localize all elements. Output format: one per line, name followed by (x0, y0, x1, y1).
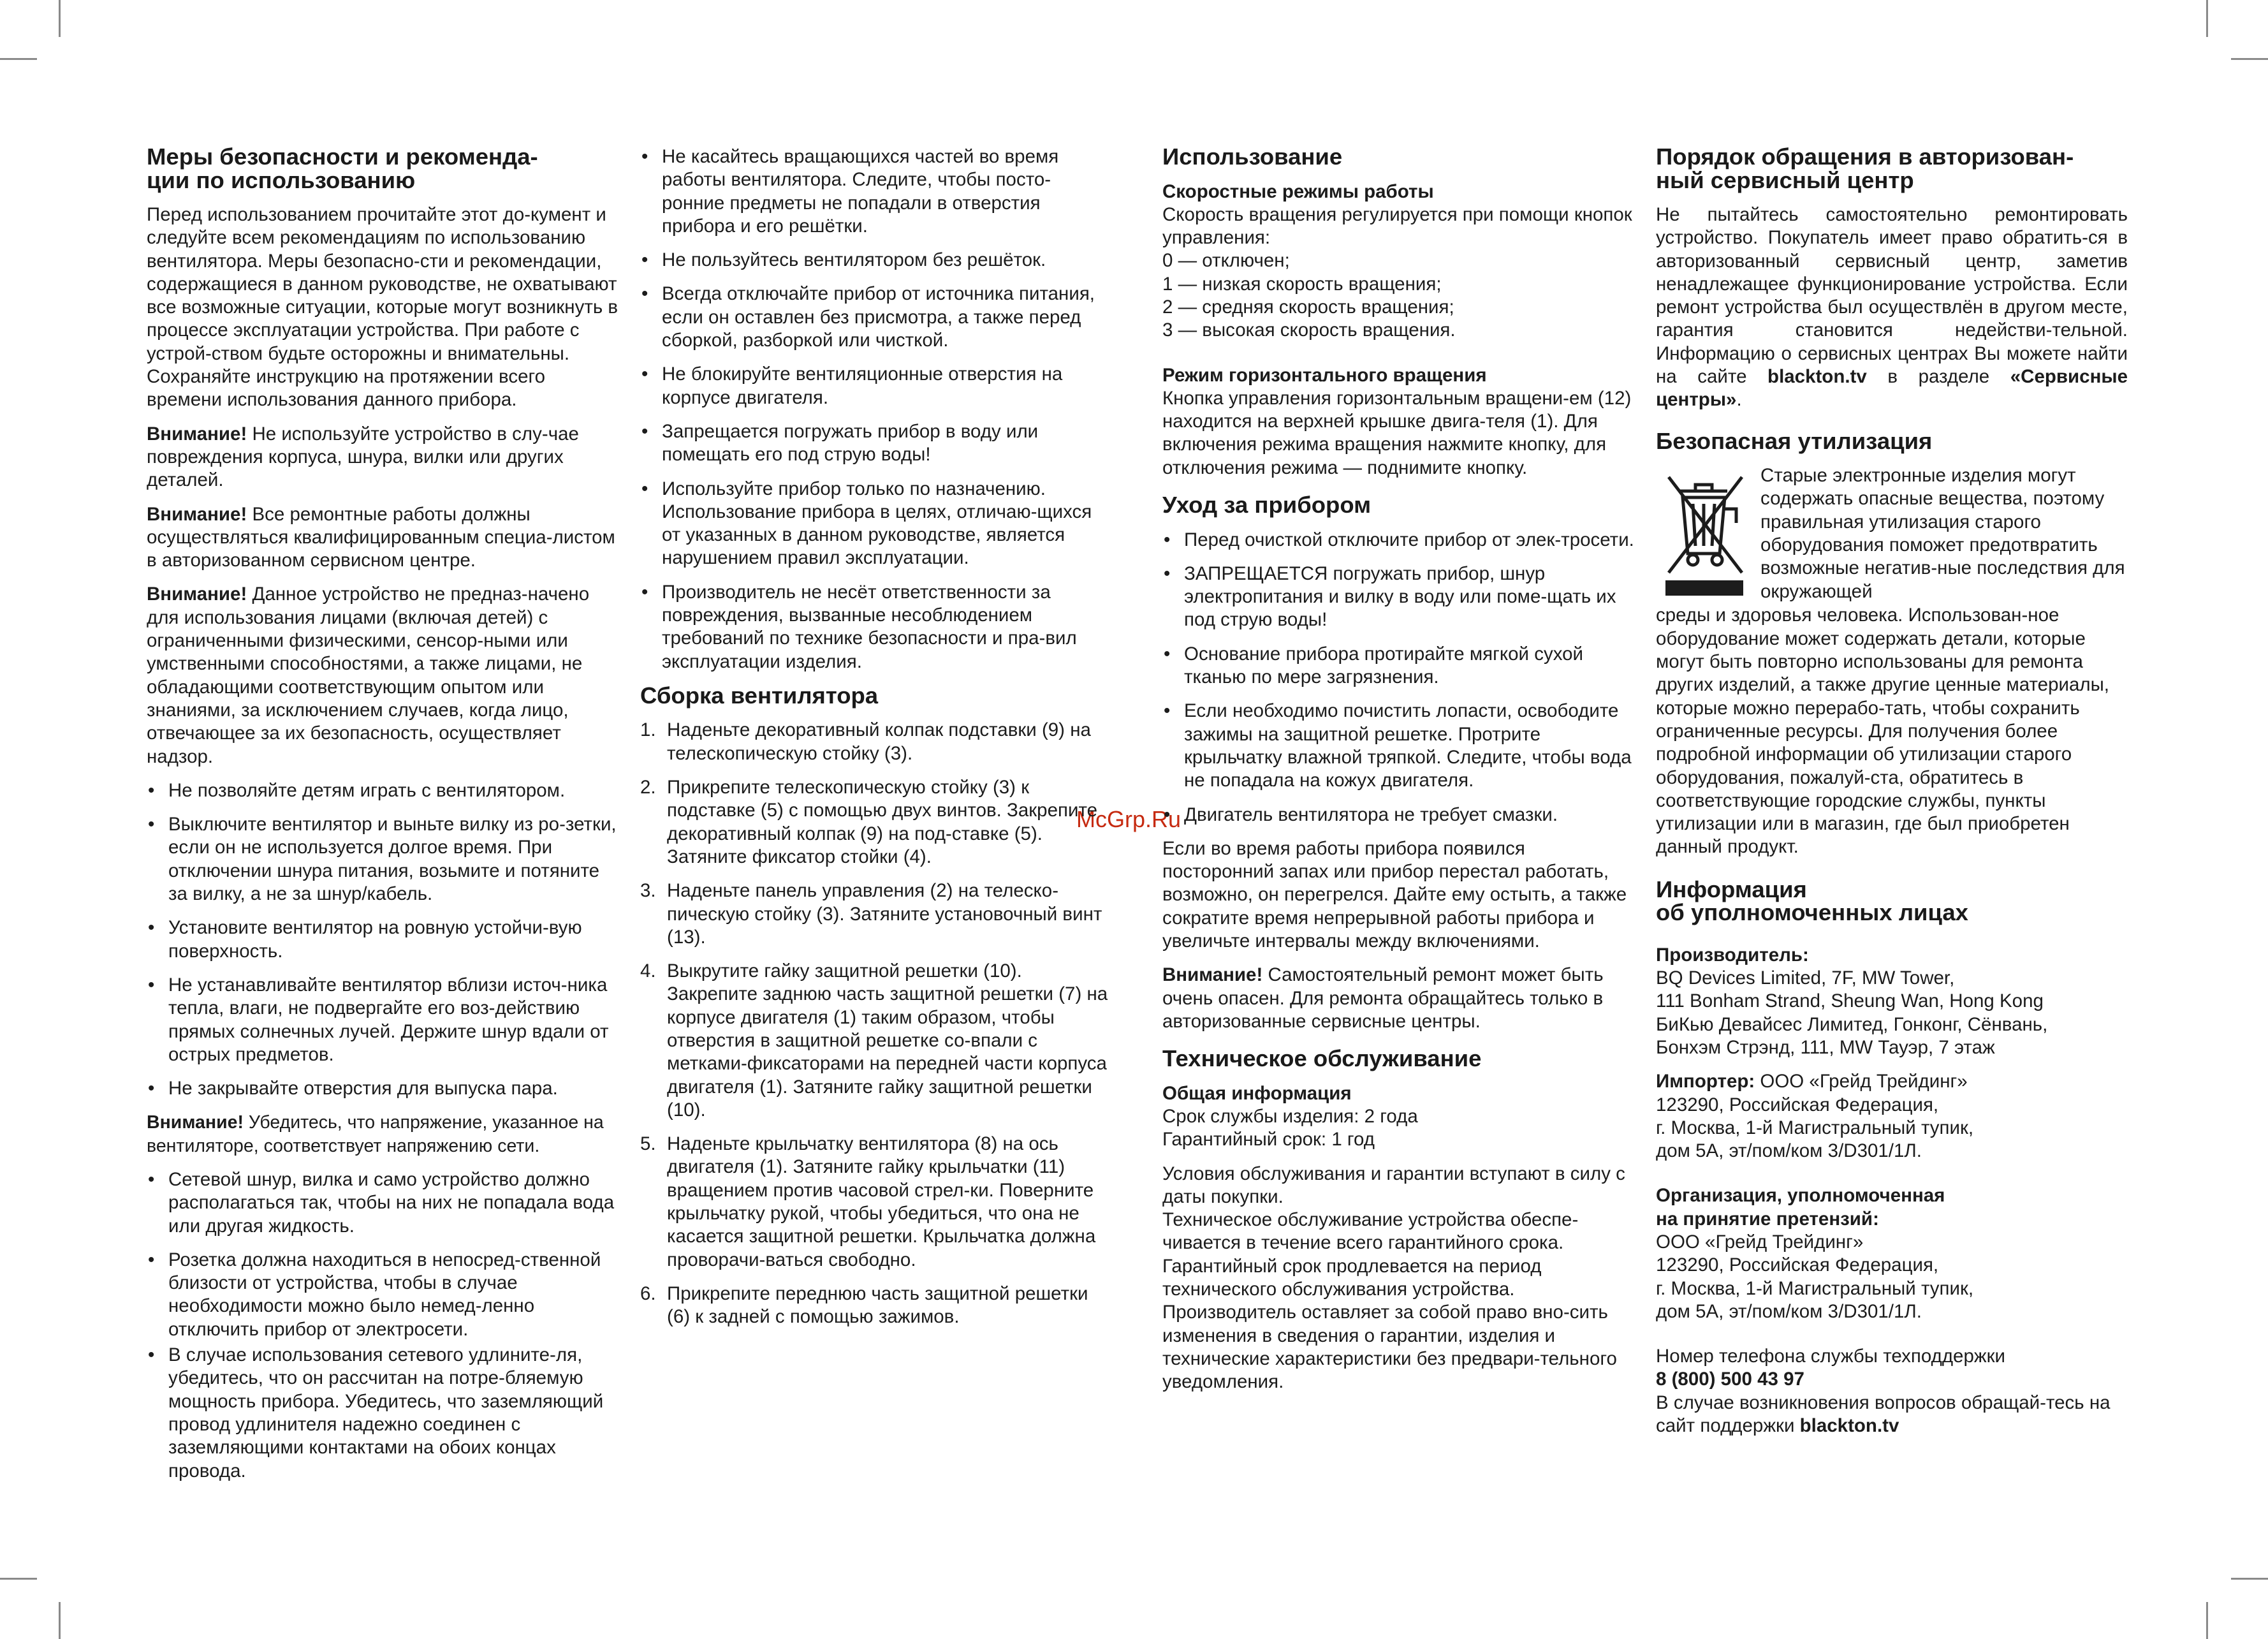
list-item: • Розетка должна находиться в непосред-ственной близости от устройства, чтобы в случае необходимости можно было немед-ленно отключить прибор от электросети. (147, 1249, 618, 1341)
list-item: • Производитель не несёт ответственности за повреждения, вызванные несоблюдением требований по технике безопасности и пра-вил эксплуатации изделия. (640, 581, 1112, 673)
rotation-text: Кнопка управления горизонтальным вращени-ем (12) находится на верхней крышке двига-теля (1). Для включения режима вращения нажмите кнопку, для отключения режима — поднимите кнопку. (1162, 387, 1632, 478)
assembly-step (640, 1283, 1112, 1329)
list-item: • Используйте прибор только по назначению. Использование прибора в целях, отличаю-щихся от указанных в данном руководстве, является нарушением правил эксплуатации. (640, 478, 1112, 570)
list-item: • Всегда отключайте прибор от источника питания, если он оставлен без присмотра, а также перед сборкой, разборкой или чисткой. (640, 283, 1112, 352)
maker-label: Производитель: (1656, 944, 1809, 966)
safety-list-a (147, 779, 618, 1101)
speed-line: Скорость вращения регулируется при помощи кнопок управления: (1162, 203, 1632, 249)
step-text: Наденьте панель управления (2) на телеско-пическую стойку (3). Затяните установочный винт (13). (667, 880, 1102, 948)
importer-line: 123290, Российская Федерация, (1656, 1094, 1939, 1115)
org-line: г. Москва, 1-й Магистральный тупик, (1656, 1277, 1974, 1299)
support-text-body: В случае возникновения вопросов обращай-тесь на сайт поддержки (1656, 1392, 2111, 1437)
step-number: 2. (640, 777, 656, 798)
list-item: • Не позволяйте детям играть с вентилятором. (147, 779, 618, 802)
column-assembly (640, 145, 1112, 1340)
safety-intro: Перед использованием прочитайте этот до-кумент и следуйте всем рекомендациям по использованию вентилятора. Меры безопасно-сти и рекомендации, содержащиеся в данном руководстве, не охватывают все возможные ситуации, которые могут возникнуть в процессе эксплуатации устройства. При работе с устрой-ством будьте осторожны и внимательны. Сохраняйте инструкцию на протяжении всего времени использования данного прибора. (147, 204, 618, 411)
column-safety (147, 145, 618, 1494)
maker-line: BQ Devices Limited, 7F, MW Tower, (1656, 967, 1955, 989)
step-number: 3. (640, 880, 656, 902)
step-number: 4. (640, 960, 656, 982)
assembly-step (640, 719, 1112, 765)
crop-mark-top-right (2206, 0, 2208, 37)
maker-line: Бонхэм Стрэнд, 111, MW Тауэр, 7 этаж (1656, 1036, 1995, 1058)
maker-line: БиКью Девайсес Лимитед, Гонконг, Сёнвань, (1656, 1013, 2048, 1035)
care-title: Уход за прибором (1162, 492, 1372, 518)
step-text: Выкрутите гайку защитной решетки (10). Закрепите заднюю часть защитной решетки (7) на корпусе двигателя (1) таким образом, чтобы отверстия в защитной решетке со-впали с метками-фиксаторами на передней части корпуса двигателя (1). Затяните гайку защитной решетки (10). (667, 960, 1108, 1121)
assembly-step (640, 879, 1112, 949)
importer-line: г. Москва, 1-й Магистральный тупик, (1656, 1117, 1974, 1138)
list-item: • Не устанавливайте вентилятор вблизи источ-ника тепла, влаги, не подвергайте его воз-действию прямых солнечных лучей. Держите шнур вдали от острых предметов. (147, 974, 618, 1066)
conditions-text: Условия обслуживания и гарантии вступают в силу с даты покупки. (1162, 1163, 1625, 1207)
assembly-step (640, 776, 1112, 869)
step-number: 6. (640, 1283, 656, 1304)
auth-service-text (1656, 203, 2128, 412)
list-item: • Если необходимо почистить лопасти, освободите зажимы на защитной решетке. Протрите крыльчатку влажной тряпкой. Следите, чтобы вода не попадала на кожух двигателя. (1162, 700, 1634, 792)
crop-mark-bottom-left (59, 1602, 61, 1639)
auth-text-mid: в разделе (1866, 366, 2010, 388)
speed-line: 2 — средняя скорость вращения; (1162, 296, 1454, 318)
speed-line: 3 — высокая скорость вращения. (1162, 320, 1456, 341)
org-label: на принятие претензий: (1656, 1208, 1879, 1230)
assembly-title: Сборка вентилятора (640, 682, 879, 709)
warning-damage (147, 423, 618, 492)
importer-label: Импортер: (1656, 1071, 1755, 1092)
warning-voltage (147, 1111, 618, 1158)
warning-label: Внимание! (147, 1112, 244, 1133)
org-line: 123290, Российская Федерация, (1656, 1254, 1939, 1276)
warning-text: Убедитесь, что напряжение, указанное на вентиляторе, соответствует напряжению сети. (147, 1112, 604, 1156)
crop-mark-left-top (0, 58, 37, 60)
auth-text-end: . (1736, 389, 1742, 411)
warning-label: Внимание! (1162, 964, 1263, 986)
list-item: • В случае использования сетевого удлините-ля, убедитесь, что он рассчитан на потре-бляемую мощность прибора. Убедитесь, что заземляющий провод удлинителя надежно соединен с заземляющими контактами на обоих концах провода. (147, 1344, 618, 1483)
speed-subtitle: Скоростные режимы работы (1162, 180, 1434, 202)
step-number: 1. (640, 719, 656, 741)
safety-title: Меры безопасности и рекоменда- ции по использованию (147, 143, 538, 193)
org-label: Организация, уполномоченная (1656, 1185, 1945, 1207)
list-item: • Установите вентилятор на ровную устойчи-вую поверхность. (147, 916, 618, 963)
importer (1656, 1070, 2128, 1093)
maker-line: 111 Bonham Strand, Sheung Wan, Hong Kong (1656, 990, 2044, 1012)
step-text: Наденьте декоративный колпак подставки (9) на телескопическую стойку (3). (667, 719, 1091, 764)
list-item: • Запрещается погружать прибор в воду или помещать его под струю воды! (640, 420, 1112, 467)
column-service (1656, 145, 2128, 1437)
info-title: Информация об уполномоченных лицах (1656, 876, 1968, 926)
tech-service-text: Техническое обслуживание устройства обеспе-чивается в течение всего гарантийного срока. Гарантийный срок продлевается на период технического обслуживания устройства. Производитель оставляет за собой право вно-сить изменения в сведения о гарантии, изделия и технические характеристики без предвари-тельного уведомления. (1162, 1209, 1617, 1393)
list-item: • Сетевой шнур, вилка и само устройство должно располагаться так, чтобы на них не попадала вода или другая жидкость. (147, 1168, 618, 1238)
disposal-side-text: Старые электронные изделия могут содержать опасные вещества, поэтому правильная утилизация старого оборудования поможет предотвратить возможные негатив-ные последствия для окружающей (1760, 465, 2125, 602)
warning-label: Внимание! (147, 503, 247, 525)
list-item: • Не закрывайте отверстия для выпуска пара. (147, 1077, 618, 1100)
list-item: • Перед очисткой отключите прибор от элек-тросети. (1162, 529, 1634, 552)
care-list (1162, 529, 1634, 827)
usage-title: Использование (1162, 143, 1343, 170)
auth-text: Не пытайтесь самостоятельно ремонтировать устройство. Покупатель имеет право обратить-ся в авторизованный сервисный центр, заметив ненадлежащее функционирование устройства. Если ремонт устройства был осуществлён в другом месте, гарантия становится недействи-тельной. Информацию о сервисных центрах Вы можете найти на сайте (1656, 204, 2128, 388)
warranty-period: Гарантийный срок: 1 год (1162, 1129, 1375, 1150)
assembly-steps (640, 719, 1112, 1328)
service-life: Срок службы изделия: 2 года (1162, 1106, 1418, 1127)
safety-list-c (640, 145, 1112, 673)
disposal-title: Безопасная утилизация (1656, 427, 1933, 454)
crop-mark-left-bottom (0, 1578, 37, 1580)
overheat-text: Если во время работы прибора появился посторонний запах или прибор перестал работать, возможно, он перегрелся. Дайте ему остыть, а также сократите время непрерывной работы прибора и увеличьте интервалы между включениями. (1162, 837, 1627, 952)
list-item: • ЗАПРЕЩАЕТСЯ погружать прибор, шнур электропитания и вилку в воду или поме-щать их под струю воды! (1162, 562, 1634, 632)
list-item: • Основание прибора протирайте мягкой сухой тканью по мере загрязнения. (1162, 643, 1634, 689)
warning-text: Самостоятельный ремонт может быть очень опасен. Для ремонта обращайтесь только в авторизованные сервисные центры. (1162, 964, 1604, 1032)
site-link[interactable]: blackton.tv (1767, 366, 1867, 388)
crop-mark-right-bottom (2231, 1578, 2268, 1580)
warning-label: Внимание! (147, 584, 247, 605)
warning-label: Внимание! (147, 423, 247, 445)
importer-name: ООО «Грейд Трейдинг» (1755, 1071, 1968, 1092)
warning-text: Не используйте устройство в слу-чае повреждения корпуса, шнура, вилки или других деталей. (147, 423, 579, 491)
weee-bin-icon (1656, 464, 1752, 604)
list-item: • Выключите вентилятор и выньте вилку из ро-зетки, если он не используется долгое время. При отключении шнура питания, возьмите и потяните за вилку, а не за шнур/кабель. (147, 813, 618, 906)
phone-label: Номер телефона службы техподдержки (1656, 1346, 2005, 1367)
importer-line: дом 5А, эт/пом/ком 3/D301/1Л. (1656, 1140, 1922, 1162)
service-title: Техническое обслуживание (1162, 1045, 1482, 1072)
safety-list-b (147, 1168, 618, 1483)
disposal-text: среды и здоровья человека. Использован-ное оборудование может содержать детали, которые могут быть повторно использованы для ремонта других изделий, а также другие ценные материалы, которые можно перерабо-тать, чтобы сохранить ограниченные ресурсы. Для получения более подробной информации об утилизации старого оборудования, пожалуй-ста, обратитесь в соответствующие городские службы, пункты утилизации или в магазин, где был приобретен данный продукт. (1656, 605, 2109, 858)
speed-line: 1 — низкая скорость вращения; (1162, 273, 1442, 295)
crop-mark-bottom-right (2206, 1602, 2208, 1639)
warning-repair-self (1162, 964, 1634, 1033)
org-line: ООО «Грейд Трейдинг» (1656, 1231, 1864, 1253)
assembly-step (640, 1133, 1112, 1272)
speed-line: 0 — отключен; (1162, 250, 1290, 272)
step-text: Наденьте крыльчатку вентилятора (8) на ось двигателя (1). Затяните гайку крыльчатки (11) вращением против часовой стрел-ки. Поверните крыльчатку рукой, чтобы убедиться, что она не касается защитной решетки. Крыльчатка должна проворачи-ваться свободно. (667, 1133, 1096, 1270)
warning-persons (147, 583, 618, 768)
disposal-block (1656, 464, 2128, 604)
list-item: • Не пользуйтесь вентилятором без решёток. (640, 249, 1112, 272)
support-site-link[interactable]: blackton.tv (1799, 1415, 1899, 1437)
crop-mark-right-top (2231, 58, 2268, 60)
crop-mark-top-left (59, 0, 61, 37)
warning-repair (147, 503, 618, 573)
general-subtitle: Общая информация (1162, 1082, 1352, 1104)
rotation-subtitle: Режим горизонтального вращения (1162, 364, 1487, 386)
column-usage (1162, 145, 1634, 1394)
section-name: «Сервисные центры» (1656, 366, 2128, 411)
org-line: дом 5А, эт/пом/ком 3/D301/1Л. (1656, 1300, 1922, 1322)
assembly-step (640, 960, 1112, 1122)
watermark: McGrp.Ru (1076, 806, 1182, 832)
list-item: • Не касайтесь вращающихся частей во время работы вентилятора. Следите, чтобы посто-ронние предметы не попадали в отверстия прибора и его решётки. (640, 145, 1112, 238)
warning-text: Данное устройство не предназ-начено для использования лицами (включая детей) с ограниченными физическими, сенсор-ными или умственными способностями, а также лицами, не обладающими соответствующим опытом или знаниями, за исключением случаев, когда лицо, отвечающее за их безопасность, осуществляет надзор. (147, 584, 590, 767)
list-item: • Двигатель вентилятора не требует смазки. (1162, 804, 1634, 827)
step-text: Прикрепите переднюю часть защитной решетки (6) к задней с помощью зажимов. (667, 1283, 1088, 1328)
auth-service-title: Порядок обращения в авторизован- ный сервисный центр (1656, 143, 2074, 193)
step-text: Прикрепите телескопическую стойку (3) к подставке (5) с помощью двух винтов. Закрепите декоративный колпак (9) на под-ставке (5). Затяните фиксатор стойки (4). (667, 777, 1098, 867)
warning-text: Все ремонтные работы должны осуществляться квалифицированным специа-листом в авторизованном сервисном центре. (147, 503, 615, 571)
support-text (1656, 1392, 2128, 1438)
step-number: 5. (640, 1133, 656, 1155)
list-item: • Не блокируйте вентиляционные отверстия на корпусе двигателя. (640, 363, 1112, 409)
phone-number: 8 (800) 500 43 97 (1656, 1369, 1804, 1390)
